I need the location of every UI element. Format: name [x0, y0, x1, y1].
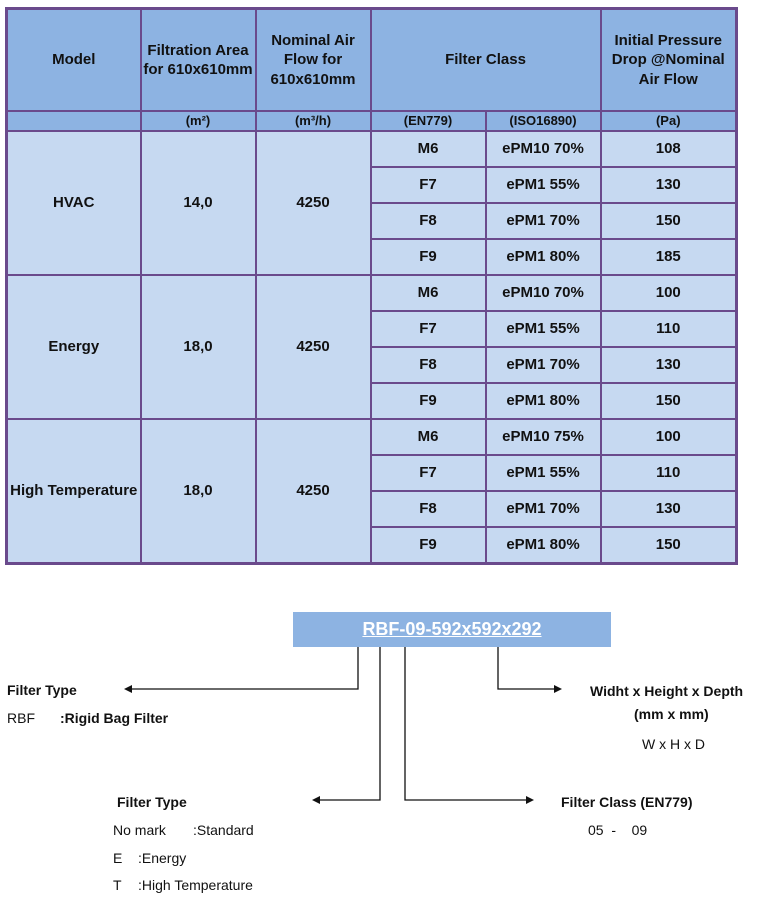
- iso16890-cell: ePM1 55%: [486, 311, 601, 347]
- iso16890-cell: ePM1 70%: [486, 491, 601, 527]
- unit-model-empty: [7, 111, 141, 131]
- iso16890-cell: ePM1 80%: [486, 239, 601, 275]
- pressure-cell: 185: [601, 239, 737, 275]
- filter-class-title: Filter Class (EN779): [561, 794, 693, 810]
- en779-cell: F9: [371, 383, 486, 419]
- header-filtration-area: Filtration Area for 610x610mm: [141, 9, 256, 112]
- pressure-cell: 108: [601, 131, 737, 167]
- pressure-cell: 100: [601, 275, 737, 311]
- pressure-cell: 100: [601, 419, 737, 455]
- flow-cell: 4250: [256, 131, 371, 275]
- iso16890-cell: ePM1 80%: [486, 527, 601, 564]
- pressure-cell: 130: [601, 347, 737, 383]
- en779-cell: F9: [371, 527, 486, 564]
- table-row: [7, 275, 737, 311]
- product-code: RBF-09-592x592x292: [362, 619, 542, 639]
- filter-class-range: 05 - 09: [588, 822, 648, 838]
- variant-title: Filter Type: [117, 794, 187, 810]
- unit-flow: (m³/h): [256, 111, 371, 131]
- en779-cell: F9: [371, 239, 486, 275]
- dimensions-formula: W x H x D: [642, 736, 705, 752]
- iso16890-cell: ePM1 80%: [486, 383, 601, 419]
- variant-code: E: [113, 850, 123, 866]
- pressure-cell: 150: [601, 203, 737, 239]
- header-pressure-drop: Initial Pressure Drop @Nominal Air Flow: [601, 9, 737, 112]
- en779-cell: F7: [371, 311, 486, 347]
- filter-type-code: RBF: [7, 710, 35, 726]
- en779-cell: F7: [371, 455, 486, 491]
- table-row: [7, 419, 737, 455]
- header-filter-class: Filter Class: [371, 9, 601, 112]
- variant-desc: :High Temperature: [138, 877, 253, 893]
- iso16890-cell: ePM10 70%: [486, 131, 601, 167]
- iso16890-cell: ePM1 70%: [486, 203, 601, 239]
- filter-type-title: Filter Type: [7, 682, 77, 698]
- connector-dimensions: [498, 647, 556, 689]
- arrow-dimensions: [554, 685, 562, 693]
- area-cell: 18,0: [141, 275, 256, 419]
- en779-cell: M6: [371, 419, 486, 455]
- units-row: [7, 111, 737, 131]
- header-model: Model: [7, 9, 141, 112]
- arrow-filter-type: [124, 685, 132, 693]
- product-code-box: [293, 612, 611, 647]
- filter-spec-table: [5, 7, 738, 565]
- dimensions-units: (mm x mm): [634, 706, 709, 722]
- en779-cell: F8: [371, 491, 486, 527]
- iso16890-cell: ePM10 75%: [486, 419, 601, 455]
- model-cell: Energy: [7, 275, 141, 419]
- filter-type-desc: :Rigid Bag Filter: [60, 710, 169, 726]
- area-cell: 14,0: [141, 131, 256, 275]
- pressure-cell: 150: [601, 383, 737, 419]
- en779-cell: F7: [371, 167, 486, 203]
- en779-cell: F8: [371, 347, 486, 383]
- pressure-cell: 130: [601, 167, 737, 203]
- iso16890-cell: ePM10 70%: [486, 275, 601, 311]
- connector-filter-class: [405, 647, 528, 800]
- en779-cell: M6: [371, 131, 486, 167]
- iso16890-cell: ePM1 70%: [486, 347, 601, 383]
- area-cell: 18,0: [141, 419, 256, 564]
- arrow-filter-class: [526, 796, 534, 804]
- flow-cell: 4250: [256, 419, 371, 564]
- unit-iso16890: (ISO16890): [486, 111, 601, 131]
- arrow-variant: [312, 796, 320, 804]
- connector-variant: [318, 647, 380, 800]
- iso16890-cell: ePM1 55%: [486, 455, 601, 491]
- header-row: [7, 9, 737, 112]
- pressure-cell: 110: [601, 311, 737, 347]
- model-cell: High Temperature: [7, 419, 141, 564]
- unit-area: (m²): [141, 111, 256, 131]
- pressure-cell: 150: [601, 527, 737, 564]
- iso16890-cell: ePM1 55%: [486, 167, 601, 203]
- variant-desc: :Standard: [193, 822, 254, 838]
- flow-cell: 4250: [256, 275, 371, 419]
- unit-en779: (EN779): [371, 111, 486, 131]
- header-nominal-air-flow: Nominal Air Flow for 610x610mm: [256, 9, 371, 112]
- model-cell: HVAC: [7, 131, 141, 275]
- variant-desc: :Energy: [138, 850, 187, 866]
- pressure-cell: 130: [601, 491, 737, 527]
- pressure-cell: 110: [601, 455, 737, 491]
- dimensions-title: Widht x Height x Depth: [590, 683, 744, 699]
- variant-code: No mark: [113, 822, 166, 838]
- variant-code: T: [113, 877, 122, 893]
- table-row: [7, 131, 737, 167]
- unit-pressure: (Pa): [601, 111, 737, 131]
- connector-filter-type: [130, 647, 358, 689]
- en779-cell: F8: [371, 203, 486, 239]
- en779-cell: M6: [371, 275, 486, 311]
